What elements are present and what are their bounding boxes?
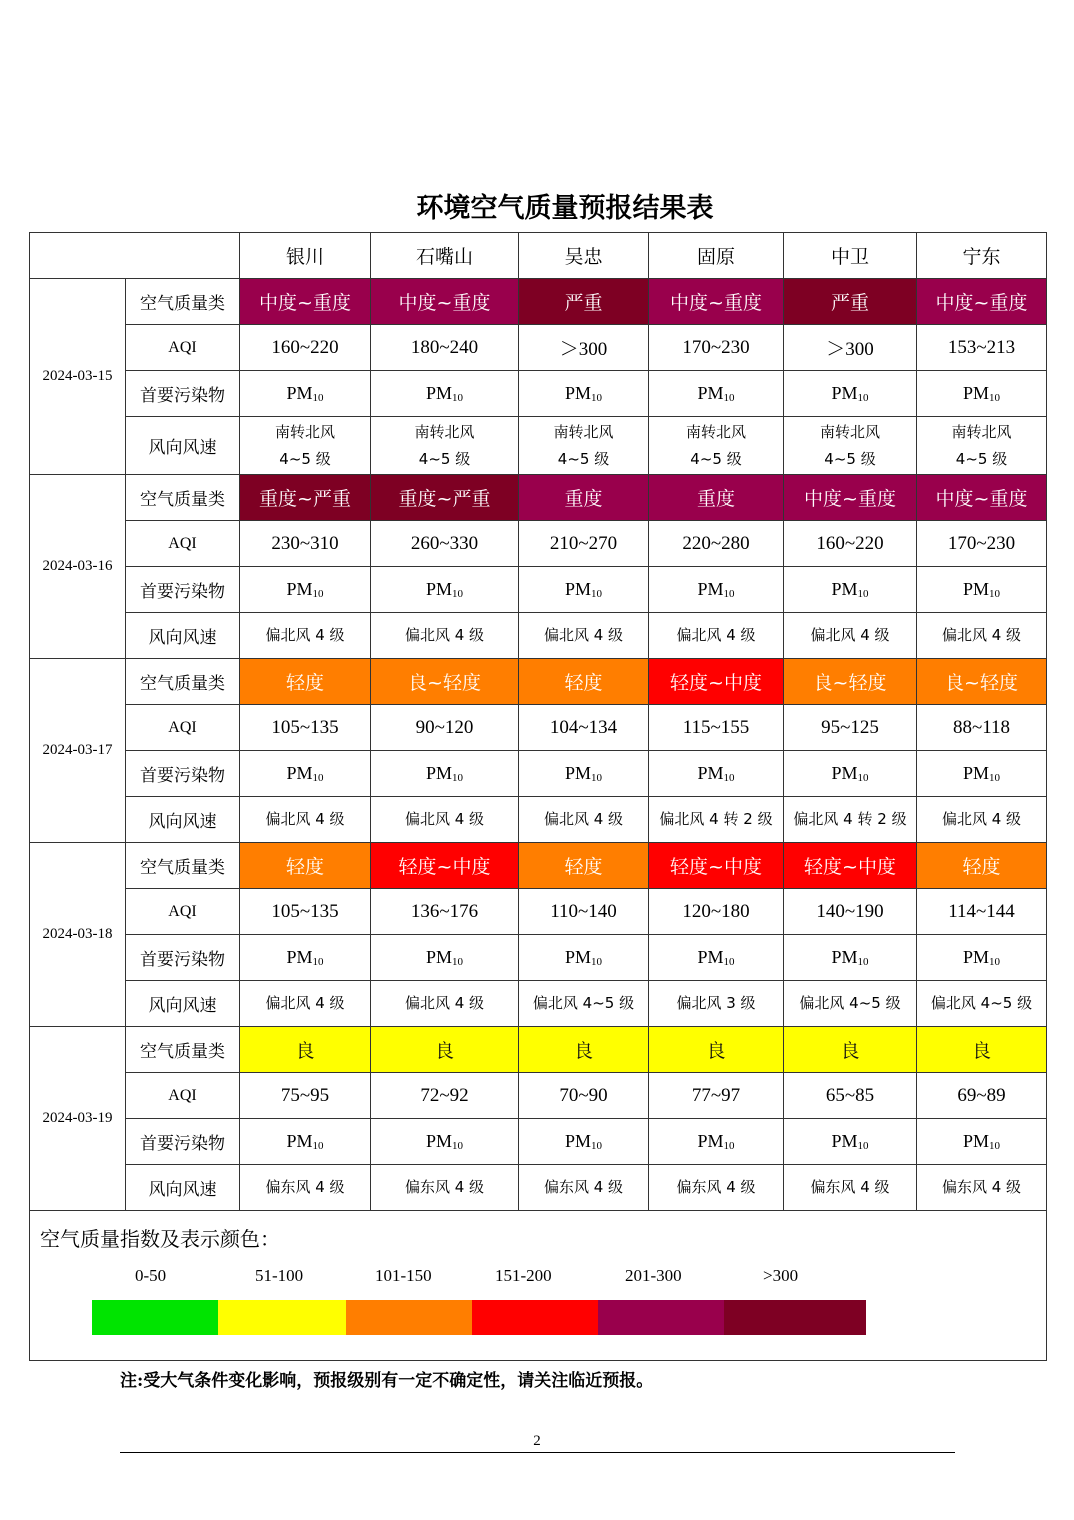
aqi-cell: 210~270: [519, 521, 649, 567]
row-label-aqi: AQI: [126, 325, 240, 371]
aqi-cell: 110~140: [519, 889, 649, 935]
row-label-quality: 空气质量类: [126, 659, 240, 705]
pollutant-sub: 10: [312, 956, 324, 968]
forecast-date: 2024-03-17: [30, 659, 126, 843]
quality-cell: 中度~重度: [917, 475, 1047, 521]
wind-cell: 偏北风 4 级: [784, 613, 917, 659]
pollutant-sub: 10: [723, 1140, 735, 1152]
pollutant-sub: 10: [857, 1140, 869, 1152]
forecast-note: 注:受大气条件变化影响，预报级别有一定不确定性，请关注临近预报。: [120, 1371, 654, 1391]
pollutant-base: PM: [697, 383, 724, 403]
pollutant-base: PM: [425, 763, 452, 783]
aqi-cell: 75~95: [240, 1073, 371, 1119]
pollutant-sub: 10: [989, 772, 1000, 784]
pollutant-sub: 10: [989, 1140, 1000, 1152]
pollutant-cell: [240, 1119, 371, 1165]
pollutant-cell: [917, 935, 1047, 981]
wind-cell: 偏北风 4 级: [371, 613, 519, 659]
pollutant-cell: [784, 1119, 917, 1165]
pollutant-cell: [649, 1119, 784, 1165]
wind-cell: 偏北风 4 转 2 级: [784, 797, 917, 843]
quality-cell: 轻度~中度: [649, 843, 784, 889]
wind-cell: 偏北风 4 级: [519, 797, 649, 843]
legend-color-swatch: [346, 1300, 472, 1335]
pollutant-sub: 10: [591, 392, 602, 404]
pollutant-cell: [519, 371, 649, 417]
page-number: 2: [533, 1433, 541, 1449]
city-header: 宁东: [917, 233, 1047, 279]
pollutant-base: PM: [831, 763, 858, 783]
pollutant-base: PM: [697, 763, 724, 783]
aqi-cell: 70~90: [519, 1073, 649, 1119]
wind-cell: 南转北风 4~5 级: [240, 417, 371, 475]
quality-cell: 轻度: [240, 843, 371, 889]
pollutant-base: PM: [831, 579, 858, 599]
legend-range-label: >300: [763, 1266, 799, 1285]
quality-cell: 中度~重度: [649, 279, 784, 325]
pollutant-base: PM: [564, 383, 591, 403]
pollutant-sub: 10: [591, 772, 602, 784]
quality-cell: 严重: [519, 279, 649, 325]
pollutant-sub: 10: [312, 392, 324, 404]
row-label-aqi: AQI: [126, 521, 240, 567]
page-title: 环境空气质量预报结果表: [416, 193, 714, 224]
corner-cell: [30, 233, 240, 279]
pollutant-cell: [784, 371, 917, 417]
pollutant-cell: [784, 751, 917, 797]
quality-cell: 重度: [649, 475, 784, 521]
pollutant-sub: 10: [591, 956, 602, 968]
legend-range-label: 151-200: [495, 1266, 552, 1285]
aqi-cell: 230~310: [240, 521, 371, 567]
row-label-quality: 空气质量类: [126, 843, 240, 889]
wind-cell: 偏北风 4~5 级: [519, 981, 649, 1027]
pollutant-cell: [371, 935, 519, 981]
legend-panel: [30, 1211, 1047, 1361]
footer-divider: [120, 1452, 955, 1453]
city-header: 银川: [240, 233, 371, 279]
aqi-cell: 65~85: [784, 1073, 917, 1119]
aqi-cell: 170~230: [649, 325, 784, 371]
aqi-cell: 260~330: [371, 521, 519, 567]
aqi-cell: 104~134: [519, 705, 649, 751]
quality-cell: 重度~严重: [240, 475, 371, 521]
city-header: 石嘴山: [371, 233, 519, 279]
pollutant-cell: [371, 751, 519, 797]
pollutant-base: PM: [425, 1131, 452, 1151]
aqi-cell: 220~280: [649, 521, 784, 567]
wind-cell: 偏北风 4 级: [649, 613, 784, 659]
pollutant-base: PM: [425, 579, 452, 599]
pollutant-cell: [649, 371, 784, 417]
pollutant-sub: 10: [312, 588, 324, 600]
forecast-date: 2024-03-19: [30, 1027, 126, 1211]
legend-range-label: 201-300: [625, 1266, 682, 1285]
quality-cell: 轻度~中度: [371, 843, 519, 889]
quality-cell: 良~轻度: [371, 659, 519, 705]
pollutant-base: PM: [425, 383, 452, 403]
pollutant-base: PM: [564, 579, 591, 599]
pollutant-base: PM: [564, 1131, 591, 1151]
wind-cell: 南转北风 4~5 级: [371, 417, 519, 475]
pollutant-sub: 10: [452, 588, 463, 600]
wind-cell: 偏东风 4 级: [917, 1165, 1047, 1211]
row-label-wind: 风向风速: [126, 613, 240, 659]
aqi-cell: ＞300: [784, 325, 917, 371]
row-label-wind: 风向风速: [126, 797, 240, 843]
row-label-aqi: AQI: [126, 705, 240, 751]
wind-cell: 偏东风 4 级: [371, 1165, 519, 1211]
pollutant-base: PM: [962, 763, 989, 783]
forecast-date: 2024-03-16: [30, 475, 126, 659]
quality-cell: 中度~重度: [240, 279, 371, 325]
row-label-aqi: AQI: [126, 889, 240, 935]
aqi-cell: 114~144: [917, 889, 1047, 935]
wind-cell: 偏东风 4 级: [240, 1165, 371, 1211]
pollutant-sub: 10: [857, 392, 869, 404]
legend-title: 空气质量指数及表示颜色：: [40, 1227, 280, 1251]
pollutant-cell: [784, 935, 917, 981]
quality-cell: 良~轻度: [784, 659, 917, 705]
row-label-pollutant: 首要污染物: [126, 1119, 240, 1165]
wind-cell: 偏东风 4 级: [784, 1165, 917, 1211]
pollutant-sub: 10: [723, 956, 735, 968]
pollutant-cell: [519, 567, 649, 613]
legend-range-label: 101-150: [375, 1266, 432, 1285]
pollutant-base: PM: [286, 579, 313, 599]
aqi-cell: 115~155: [649, 705, 784, 751]
pollutant-base: PM: [564, 763, 591, 783]
pollutant-sub: 10: [312, 1140, 324, 1152]
pollutant-sub: 10: [452, 772, 463, 784]
quality-cell: 轻度: [240, 659, 371, 705]
wind-cell: 偏北风 4 级: [917, 797, 1047, 843]
quality-cell: 重度: [519, 475, 649, 521]
pollutant-base: PM: [286, 383, 313, 403]
pollutant-base: PM: [831, 947, 858, 967]
pollutant-sub: 10: [452, 1140, 463, 1152]
row-label-quality: 空气质量类: [126, 279, 240, 325]
row-label-pollutant: 首要污染物: [126, 935, 240, 981]
aqi-cell: 77~97: [649, 1073, 784, 1119]
wind-cell: 偏北风 4 级: [371, 797, 519, 843]
pollutant-sub: 10: [591, 1140, 602, 1152]
legend-color-swatch: [472, 1300, 598, 1335]
wind-cell: 南转北风 4~5 级: [784, 417, 917, 475]
wind-cell: 偏北风 4 级: [240, 613, 371, 659]
pollutant-sub: 10: [857, 956, 869, 968]
aqi-cell: 105~135: [240, 889, 371, 935]
wind-cell: 南转北风 4~5 级: [917, 417, 1047, 475]
pollutant-cell: [649, 567, 784, 613]
wind-cell: 偏北风 4 级: [240, 981, 371, 1027]
pollutant-base: PM: [962, 383, 989, 403]
row-label-wind: 风向风速: [126, 1165, 240, 1211]
pollutant-base: PM: [962, 1131, 989, 1151]
pollutant-sub: 10: [989, 956, 1000, 968]
pollutant-cell: [240, 935, 371, 981]
aqi-cell: 140~190: [784, 889, 917, 935]
legend-range-label: 0-50: [135, 1266, 167, 1285]
aqi-cell: 160~220: [784, 521, 917, 567]
wind-cell: 偏北风 4 级: [917, 613, 1047, 659]
wind-cell: 南转北风 4~5 级: [519, 417, 649, 475]
legend-color-swatch: [598, 1300, 724, 1335]
quality-cell: 轻度~中度: [649, 659, 784, 705]
quality-cell: 中度~重度: [371, 279, 519, 325]
quality-cell: 轻度: [519, 843, 649, 889]
quality-cell: 良: [917, 1027, 1047, 1073]
row-label-quality: 空气质量类: [126, 1027, 240, 1073]
wind-cell: 偏北风 3 级: [649, 981, 784, 1027]
pollutant-sub: 10: [452, 392, 463, 404]
aqi-cell: ＞300: [519, 325, 649, 371]
row-label-pollutant: 首要污染物: [126, 751, 240, 797]
forecast-table: [29, 232, 1047, 1361]
quality-cell: 良: [240, 1027, 371, 1073]
pollutant-cell: [649, 751, 784, 797]
aqi-cell: 90~120: [371, 705, 519, 751]
aqi-cell: 72~92: [371, 1073, 519, 1119]
wind-cell: 偏北风 4 级: [371, 981, 519, 1027]
legend-color-swatch: [92, 1300, 218, 1335]
pollutant-base: PM: [831, 1131, 858, 1151]
wind-cell: 偏北风 4~5 级: [784, 981, 917, 1027]
pollutant-cell: [240, 751, 371, 797]
wind-cell: 偏东风 4 级: [649, 1165, 784, 1211]
quality-cell: 良: [649, 1027, 784, 1073]
aqi-cell: 160~220: [240, 325, 371, 371]
legend-color-swatch: [218, 1300, 346, 1335]
row-label-wind: 风向风速: [126, 981, 240, 1027]
pollutant-sub: 10: [989, 588, 1000, 600]
pollutant-cell: [917, 371, 1047, 417]
quality-cell: 良: [371, 1027, 519, 1073]
quality-cell: 良~轻度: [917, 659, 1047, 705]
aqi-cell: 88~118: [917, 705, 1047, 751]
pollutant-cell: [371, 567, 519, 613]
quality-cell: 良: [519, 1027, 649, 1073]
pollutant-cell: [917, 567, 1047, 613]
pollutant-base: PM: [697, 1131, 724, 1151]
quality-cell: 重度~严重: [371, 475, 519, 521]
pollutant-sub: 10: [857, 772, 869, 784]
quality-cell: 严重: [784, 279, 917, 325]
pollutant-sub: 10: [723, 772, 735, 784]
pollutant-base: PM: [286, 947, 313, 967]
quality-cell: 轻度: [917, 843, 1047, 889]
pollutant-base: PM: [962, 947, 989, 967]
pollutant-base: PM: [831, 383, 858, 403]
city-header: 中卫: [784, 233, 917, 279]
forecast-date: 2024-03-15: [30, 279, 126, 475]
aqi-cell: 136~176: [371, 889, 519, 935]
quality-cell: 轻度~中度: [784, 843, 917, 889]
pollutant-base: PM: [286, 1131, 313, 1151]
pollutant-cell: [649, 935, 784, 981]
pollutant-base: PM: [697, 579, 724, 599]
row-label-wind: 风向风速: [126, 417, 240, 475]
aqi-cell: 105~135: [240, 705, 371, 751]
aqi-cell: 170~230: [917, 521, 1047, 567]
pollutant-cell: [371, 1119, 519, 1165]
pollutant-base: PM: [425, 947, 452, 967]
city-header: 吴忠: [519, 233, 649, 279]
aqi-cell: 153~213: [917, 325, 1047, 371]
pollutant-base: PM: [564, 947, 591, 967]
pollutant-cell: [240, 371, 371, 417]
pollutant-cell: [519, 751, 649, 797]
pollutant-cell: [519, 1119, 649, 1165]
pollutant-sub: 10: [723, 588, 735, 600]
legend-range-label: 51-100: [255, 1266, 304, 1285]
aqi-cell: 95~125: [784, 705, 917, 751]
city-header: 固原: [649, 233, 784, 279]
pollutant-cell: [519, 935, 649, 981]
quality-cell: 轻度: [519, 659, 649, 705]
wind-cell: 偏北风 4 级: [519, 613, 649, 659]
row-label-quality: 空气质量类: [126, 475, 240, 521]
aqi-cell: 120~180: [649, 889, 784, 935]
wind-cell: 偏东风 4 级: [519, 1165, 649, 1211]
wind-cell: 偏北风 4~5 级: [917, 981, 1047, 1027]
row-label-aqi: AQI: [126, 1073, 240, 1119]
wind-cell: 偏北风 4 转 2 级: [649, 797, 784, 843]
aqi-cell: 69~89: [917, 1073, 1047, 1119]
pollutant-sub: 10: [312, 772, 324, 784]
forecast-date: 2024-03-18: [30, 843, 126, 1027]
row-label-pollutant: 首要污染物: [126, 567, 240, 613]
pollutant-cell: [784, 567, 917, 613]
row-label-pollutant: 首要污染物: [126, 371, 240, 417]
quality-cell: 中度~重度: [917, 279, 1047, 325]
pollutant-cell: [917, 751, 1047, 797]
pollutant-sub: 10: [452, 956, 463, 968]
pollutant-sub: 10: [857, 588, 869, 600]
pollutant-sub: 10: [989, 392, 1000, 404]
pollutant-cell: [371, 371, 519, 417]
legend-color-swatch: [724, 1300, 866, 1335]
pollutant-cell: [240, 567, 371, 613]
pollutant-sub: 10: [723, 392, 735, 404]
quality-cell: 中度~重度: [784, 475, 917, 521]
wind-cell: 偏北风 4 级: [240, 797, 371, 843]
pollutant-cell: [917, 1119, 1047, 1165]
quality-cell: 良: [784, 1027, 917, 1073]
wind-cell: 南转北风 4~5 级: [649, 417, 784, 475]
pollutant-base: PM: [286, 763, 313, 783]
pollutant-sub: 10: [591, 588, 602, 600]
pollutant-base: PM: [962, 579, 989, 599]
pollutant-base: PM: [697, 947, 724, 967]
aqi-cell: 180~240: [371, 325, 519, 371]
